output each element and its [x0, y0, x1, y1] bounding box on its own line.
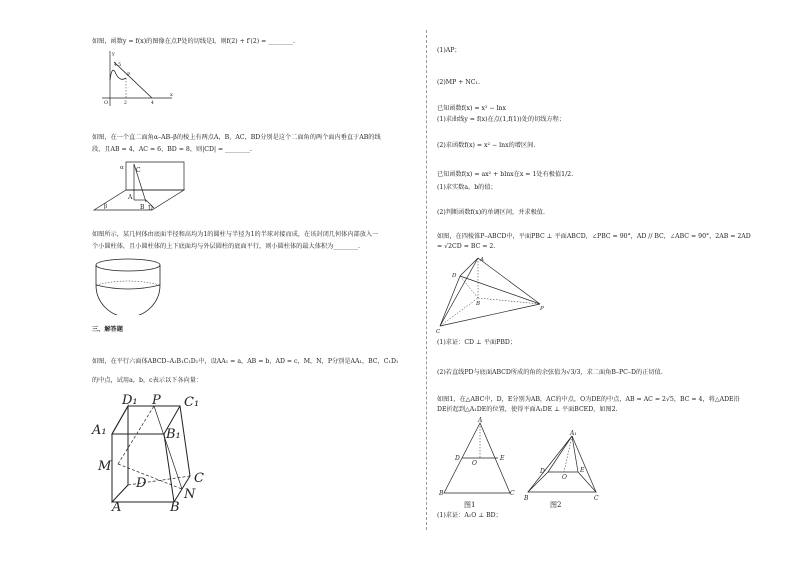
- r9-text: 如图，在四棱锥P–ABCD中，平面PBC ⊥ 平面ABCD，∠PBC = 90°，AD // BC，∠ABC = 90°，2AB = 2AD: [437, 233, 751, 240]
- q1-fig-y: y: [112, 51, 115, 57]
- r11-text: (1)求证：CD ⊥ 平面PBD；: [437, 339, 517, 346]
- q1-text: 如图，函数y = f(x)的图像在点P处的切线是l，则f(2) + f′(2) = ________.: [92, 38, 296, 45]
- pyr-p: P: [540, 306, 544, 312]
- q3-figure: [90, 255, 170, 315]
- q4-fig-b: B: [170, 500, 180, 512]
- r8-text: (2)判断函数f(x)的单调区间，并求极值.: [437, 209, 545, 216]
- r2-text: (2)MP + NC₁.: [437, 79, 480, 86]
- triangle-figure-1: [436, 415, 522, 511]
- q2-text-line2: 段，且AB = 4，AC = 6，BD = 8，则|CD| = ________.: [92, 146, 252, 153]
- q1-fig-t2: 2: [124, 101, 127, 106]
- q2-fig-c: C: [136, 167, 141, 174]
- pyramid-figure: [432, 252, 552, 334]
- q2-fig-alpha: α: [120, 165, 124, 171]
- f1-d: D: [455, 455, 460, 462]
- q4-fig-a: A: [112, 500, 122, 512]
- q4-fig-a1: A₁: [92, 423, 107, 438]
- f1-a: A: [478, 417, 483, 424]
- q2-fig-b: B: [140, 204, 145, 211]
- q1-fig-t1: 4.5: [114, 63, 122, 68]
- f2-a1: A₁: [570, 430, 577, 437]
- f1-b: B: [439, 490, 444, 497]
- r4-text: (1)求曲线y = f(x)在点(1,f(1))处的切线方程；: [437, 116, 566, 123]
- r15-text: (1)求证：A₁O ⊥ BD；: [437, 512, 502, 519]
- f1-caption: 图1: [464, 501, 476, 509]
- q4-fig-b1: B₁: [166, 427, 181, 442]
- q2-fig-a: A: [128, 194, 133, 201]
- f1-e: E: [500, 455, 505, 462]
- q1-fig-p: P: [127, 72, 131, 78]
- r14-text: DE折起到△A₁DE的位置，使得平面A₁DE ⊥ 平面BCED，如图2.: [437, 406, 618, 413]
- r12-text: (2)若直线PD与底面ABCD所成的角的余弦值为√3/3，求二面角B–PC–D的正切值.: [437, 369, 663, 376]
- r7-text: (1)求实数a，b的值；: [437, 184, 497, 191]
- q2-fig-beta: β: [104, 204, 108, 210]
- f2-c: C: [594, 495, 599, 502]
- q1-fig-x: x: [170, 92, 173, 98]
- column-divider: [426, 30, 427, 530]
- f2-b: B: [524, 495, 529, 502]
- q1-fig-o: O: [104, 100, 109, 106]
- pyr-d: D: [452, 273, 457, 279]
- section-heading: 三、解答题: [92, 326, 123, 333]
- q4-figure: [88, 390, 218, 512]
- pyr-c: C: [436, 329, 441, 334]
- q4-fig-m: M: [98, 459, 112, 474]
- r5-text: (2)求函数f(x) = x² − lnx的增区间.: [437, 142, 536, 149]
- q4-fig-n: N: [184, 487, 196, 502]
- q4-fig-d1: D₁: [122, 393, 138, 408]
- pyr-a: A: [480, 257, 484, 263]
- q2-figure: [90, 160, 186, 214]
- f2-caption: 图2: [550, 501, 562, 509]
- r13-text: 如图1，在△ABC中，D，E分别为AB，AC的中点，O为DE的中点，AB = AC = 2√5，BC = 4，将△ADE沿: [437, 396, 740, 403]
- pyr-b: B: [476, 301, 481, 307]
- q1-figure: [96, 48, 176, 108]
- r3-text: 已知函数f(x) = x² − lnx: [437, 105, 507, 112]
- q3-text-line1: 如图所示，某几何体由底面半径和高均为1的圆柱与半径为1的半球对接而成，在该封闭几何体内部放入一: [92, 231, 379, 238]
- q4-fig-p: P: [152, 393, 161, 408]
- r1-text: (1)AP；: [437, 47, 461, 54]
- q1-fig-t3: 4: [151, 101, 154, 106]
- f2-e: E: [580, 467, 585, 474]
- q2-fig-d: D: [148, 205, 153, 212]
- q2-text-line1: 如图，在一个直二面角α–AB–β的棱上有两点A，B，AC，BD分别是这个二面角的两个面内垂直于AB的线: [92, 134, 381, 141]
- r10-text: = √2CD = BC = 2.: [437, 243, 496, 250]
- f2-o: O: [562, 474, 567, 481]
- r6-text: 已知函数f(x) = ax² + blnx在x = 1处有极值1/2.: [437, 171, 574, 178]
- q4-text-line1: 如图，在平行六面体ABCD–A₁B₁C₁D₁中，设AA₁ = a，AB = b，AD = c，M，N，P分别是AA₁，BC，C₁D₁: [92, 358, 399, 365]
- f1-c: C: [510, 490, 515, 497]
- q4-fig-c1: C₁: [184, 395, 200, 410]
- q3-text-line2: 个小圆柱体，且小圆柱体的上下底面均与外层圆柱的底面平行，则小圆柱体的最大体积为________.: [92, 243, 361, 250]
- q4-fig-c: C: [194, 471, 204, 486]
- q4-fig-d: D: [136, 476, 147, 491]
- f2-d: D: [540, 468, 545, 475]
- q4-text-line2: 的中点，试用a，b，c表示以下各向量：: [92, 377, 203, 384]
- f1-o: O: [472, 460, 477, 467]
- triangle-figure-2: [524, 428, 608, 510]
